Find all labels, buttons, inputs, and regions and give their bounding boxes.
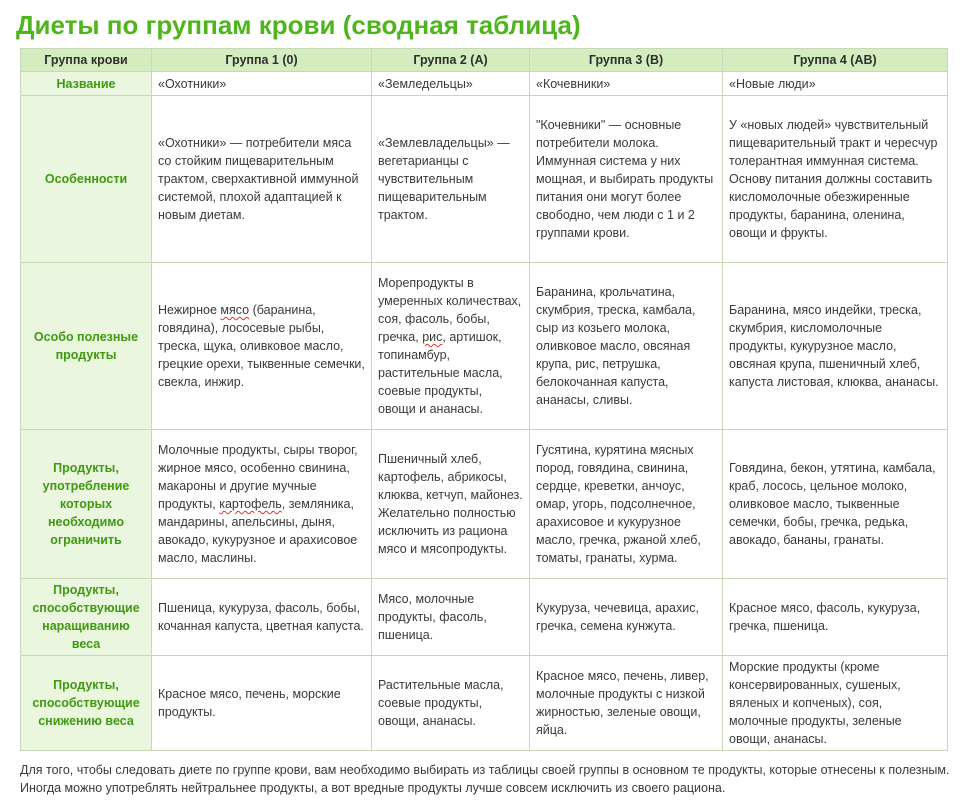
cell-features-group-2: «Землевладельцы» — вегетарианцы с чувствительным пищеварительным трактом. [372, 96, 530, 263]
cell-beneficial-group-2 [372, 263, 530, 430]
text-segment: Молочные продукты, сыры творог, жирное мясо, особенно свинина, макароны и другие мучные продукты, [158, 443, 358, 511]
row-label-gain: Продукты, способствующие наращиванию веса [21, 579, 152, 656]
page-title: Диеты по группам крови (сводная таблица) [16, 10, 581, 40]
table-row-limit [21, 430, 948, 579]
cell-name-group-4: «Новые люди» [723, 72, 948, 96]
cell-gain-group-4: Красное мясо, фасоль, кукуруза, гречка, пшеница. [723, 579, 948, 656]
cell-gain-group-1: Пшеница, кукуруза, фасоль, бобы, кочанная капуста, цветная капуста. [152, 579, 372, 656]
text-segment: Морепродукты в умеренных количествах, соя, фасоль, бобы, гречка, [378, 276, 522, 344]
cell-beneficial-group-4: Баранина, мясо индейки, треска, скумбрия, кисломолочные продукты, кукурузное масло, овсяная крупа, пшеничный хлеб, капуста листовая, клюква, ананасы. [723, 263, 948, 430]
text-segment: Нежирное [158, 303, 221, 317]
spellcheck-word: картофель [219, 497, 282, 511]
table-header-row [21, 49, 948, 72]
cell-beneficial-group-1 [152, 263, 372, 430]
cell-limit-group-2: Пшеничный хлеб, картофель, абрикосы, клюква, кетчуп, майонез. Желательно полностью исключить из рациона мясо и мясопродукты. [372, 430, 530, 579]
table-row-name [21, 72, 948, 96]
row-label-features: Особенности [21, 96, 152, 263]
header-group-2: Группа 2 (А) [372, 49, 530, 72]
spellcheck-word: рис [422, 330, 443, 344]
text-segment: (баранина, говядина), лососевые рыбы, треска, щука, оливковое масло, грецкие орехи, тыквенные семечки, свекла, инжир. [158, 303, 365, 389]
header-group-3: Группа 3 (В) [530, 49, 723, 72]
text-segment: , артишок, топинамбур, растительные масла, соевые продукты, овощи и ананасы. [378, 330, 503, 416]
cell-loss-group-3: Красное мясо, печень, ливер, молочные продукты с низкой жирностью, зеленые овощи, яйца. [530, 656, 723, 751]
table-row-gain [21, 579, 948, 656]
cell-loss-group-1: Красное мясо, печень, морские продукты. [152, 656, 372, 751]
cell-features-group-1: «Охотники» — потребители мяса со стойким пищеварительным трактом, сверхактивной иммунной системой, плохой адаптацией к новым диетам. [152, 96, 372, 263]
header-group-4: Группа 4 (АВ) [723, 49, 948, 72]
cell-gain-group-3: Кукуруза, чечевица, арахис, гречка, семена кунжута. [530, 579, 723, 656]
cell-name-group-2: «Земледельцы» [372, 72, 530, 96]
header-blood-type: Группа крови [21, 49, 152, 72]
cell-limit-group-4: Говядина, бекон, утятина, камбала, краб, лосось, цельное молоко, оливковое масло, тыквенные семечки, бобы, гречка, редька, авокадо, бананы, гранаты. [723, 430, 948, 579]
cell-limit-group-1 [152, 430, 372, 579]
row-label-limit: Продукты, употребление которых необходимо ограничить [21, 430, 152, 579]
table-row-features [21, 96, 948, 263]
table-row-beneficial [21, 263, 948, 430]
footnote: Для того, чтобы следовать диете по группе крови, вам необходимо выбирать из таблицы своей группы в основном те продукты, которые отнесены к полезным. Иногда можно употреблять нейтральнее продукты, а вот вредные продукты лучше совсем исключить из своего рациона. [20, 763, 950, 795]
cell-loss-group-2: Растительные масла, соевые продукты, овощи, ананасы. [372, 656, 530, 751]
cell-features-group-4: У «новых людей» чувствительный пищеварительный тракт и чересчур толерантная иммунная система. Основу питания должны составить кисломолочные обезжиренные продукты, баранина, оленина, овощи и фрукты. [723, 96, 948, 263]
table-row-loss [21, 656, 948, 751]
blood-type-diet-table [20, 48, 948, 751]
header-group-1: Группа 1 (0) [152, 49, 372, 72]
cell-limit-group-3: Гусятина, курятина мясных пород, говядина, свинина, сердце, креветки, анчоус, омар, угорь, подсолнечное, арахисовое и кукурузное масло, гречка, ржаной хлеб, томаты, гранаты, хурма. [530, 430, 723, 579]
text-segment: , земляника, мандарины, апельсины, дыня, авокадо, кукурузное и арахисовое масло, маслины. [158, 497, 358, 565]
cell-beneficial-group-3: Баранина, крольчатина, скумбрия, треска, камбала, сыр из козьего молока, оливковое масло, овсяная крупа, рис, петрушка, белокочанная капуста, ананасы, сливы. [530, 263, 723, 430]
cell-features-group-3: "Кочевники" — основные потребители молока. Иммунная система у них мощная, и выбирать продукты питания они могут более свободно, чем люди с 1 и 2 группами крови. [530, 96, 723, 263]
row-label-name: Название [21, 72, 152, 96]
row-label-loss: Продукты, способствующие снижению веса [21, 656, 152, 751]
cell-gain-group-2: Мясо, молочные продукты, фасоль, пшеница. [372, 579, 530, 656]
row-label-beneficial: Особо полезные продукты [21, 263, 152, 430]
cell-name-group-1: «Охотники» [152, 72, 372, 96]
cell-name-group-3: «Кочевники» [530, 72, 723, 96]
cell-loss-group-4: Морские продукты (кроме консервированных, сушеных, вяленых и копченых), соя, молочные продукты, зеленые овощи, ананасы. [723, 656, 948, 751]
spellcheck-word: мясо [220, 303, 250, 317]
